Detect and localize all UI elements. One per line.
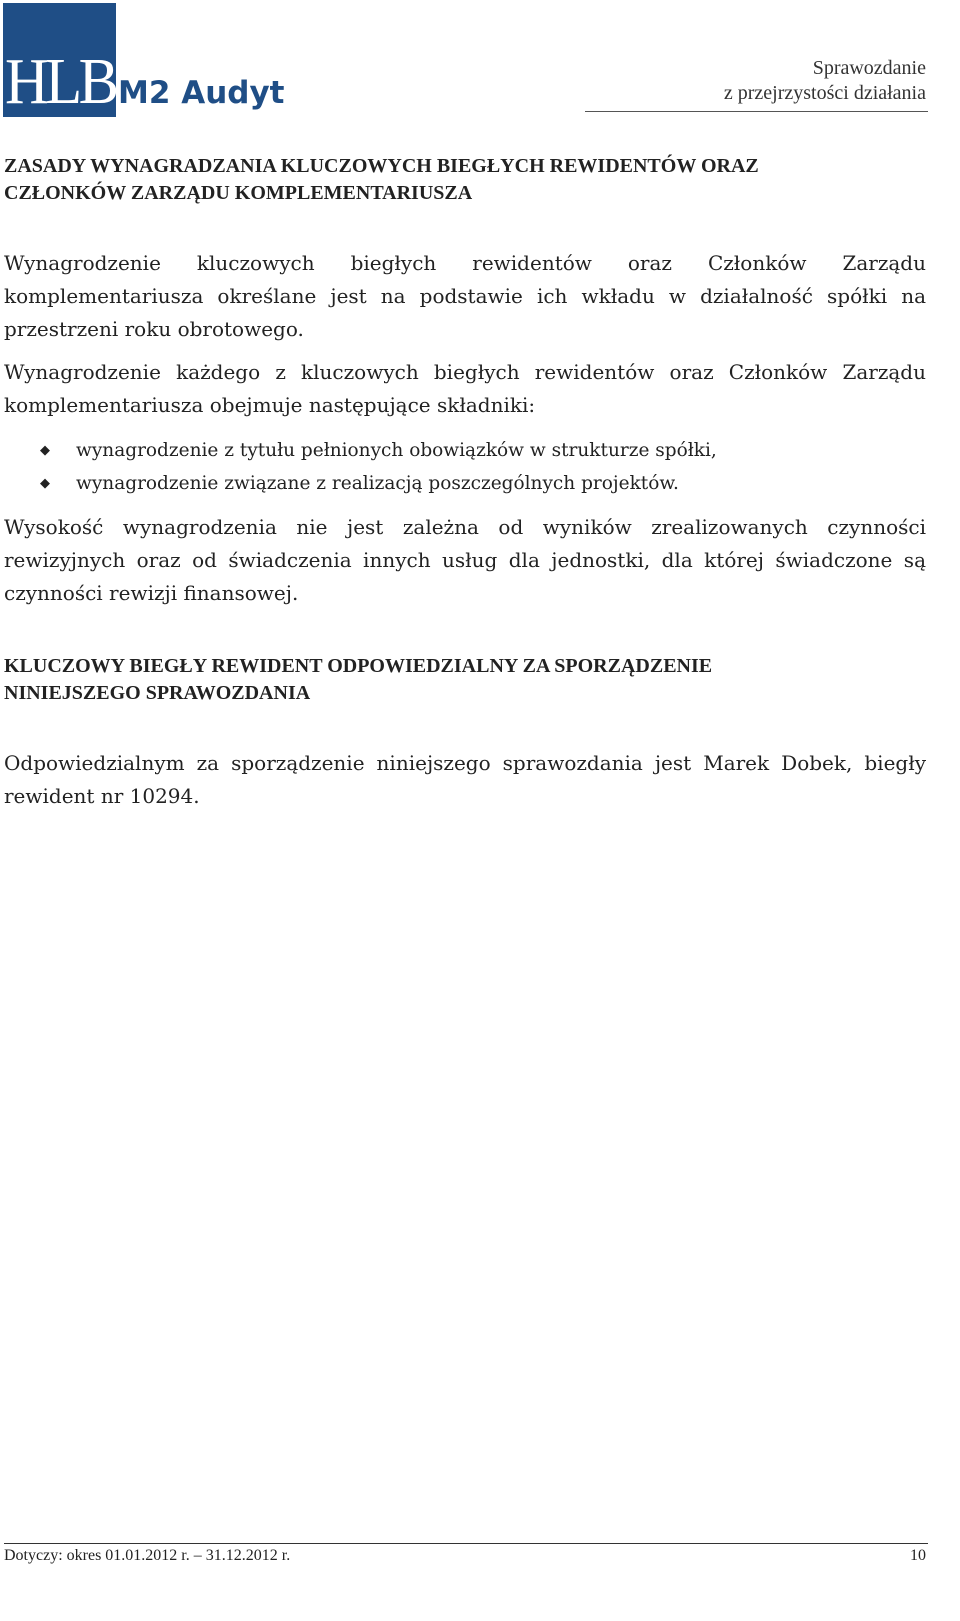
list-item-text: wynagrodzenie z tytułu pełnionych obowiązków w strukturze spółki, — [76, 440, 717, 461]
document-title-line2: z przejrzystości działania — [723, 82, 926, 104]
diamond-bullet-icon: ◆ — [40, 476, 50, 491]
list-item — [4, 467, 926, 500]
diamond-bullet-icon: ◆ — [40, 443, 50, 458]
paragraph-3 — [4, 511, 926, 610]
paragraph-2 — [4, 356, 926, 422]
section-heading-line1: ZASADY WYNAGRADZANIA KLUCZOWYCH BIEGŁYCH REWIDENTÓW ORAZ — [4, 155, 759, 177]
paragraph-text: Wynagrodzenie kluczowych biegłych rewidentów oraz Członków Zarządu komplementariusza określane jest na podstawie ich wkładu w działalność spółki na przestrzeni roku obrotowego. — [4, 251, 926, 341]
logo-hlb-text: HLB — [5, 45, 116, 117]
document-title-line1: Sprawozdanie — [812, 57, 926, 79]
section-heading-line2: NINIEJSZEGO SPRAWOZDANIA — [4, 682, 311, 704]
paragraph-text: Odpowiedzialnym za sporządzenie niniejszego sprawozdania jest Marek Dobek, biegły rewident nr 10294. — [4, 751, 926, 808]
section-heading — [4, 653, 926, 707]
document-title — [724, 56, 926, 106]
section-heading-line1: KLUCZOWY BIEGŁY REWIDENT ODPOWIEDZIALNY ZA SPORZĄDZENIE — [4, 655, 713, 677]
page-number: 10 — [910, 1547, 926, 1564]
section-heading-line2: CZŁONKÓW ZARZĄDU KOMPLEMENTARIUSZA — [4, 182, 473, 204]
paragraph-text: Wynagrodzenie każdego z kluczowych biegłych rewidentów oraz Członków Zarządu komplementariusza obejmuje następujące składniki: — [4, 360, 926, 417]
logo-m2-audyt-text: M2 Audyt — [118, 75, 285, 111]
footer-divider — [4, 1543, 928, 1544]
logo-box — [3, 3, 116, 117]
company-logo — [3, 3, 333, 121]
section-remuneration — [4, 153, 926, 207]
section-heading — [4, 153, 926, 207]
paragraph-1 — [4, 247, 926, 346]
header-divider — [585, 111, 928, 112]
bullet-list — [4, 434, 926, 500]
list-item-text: wynagrodzenie związane z realizacją poszczególnych projektów. — [76, 473, 679, 494]
footer-period: Dotyczy: okres 01.01.2012 r. – 31.12.2012 r. — [4, 1547, 291, 1564]
paragraph-text: Wysokość wynagrodzenia nie jest zależna od wyników zrealizowanych czynności rewizyjnych oraz od świadczenia innych usług dla jednostki, dla której świadczone są czynności rewizji finansowej. — [4, 515, 926, 605]
section-key-auditor — [4, 653, 926, 707]
paragraph-4 — [4, 747, 926, 813]
list-item — [4, 434, 926, 467]
